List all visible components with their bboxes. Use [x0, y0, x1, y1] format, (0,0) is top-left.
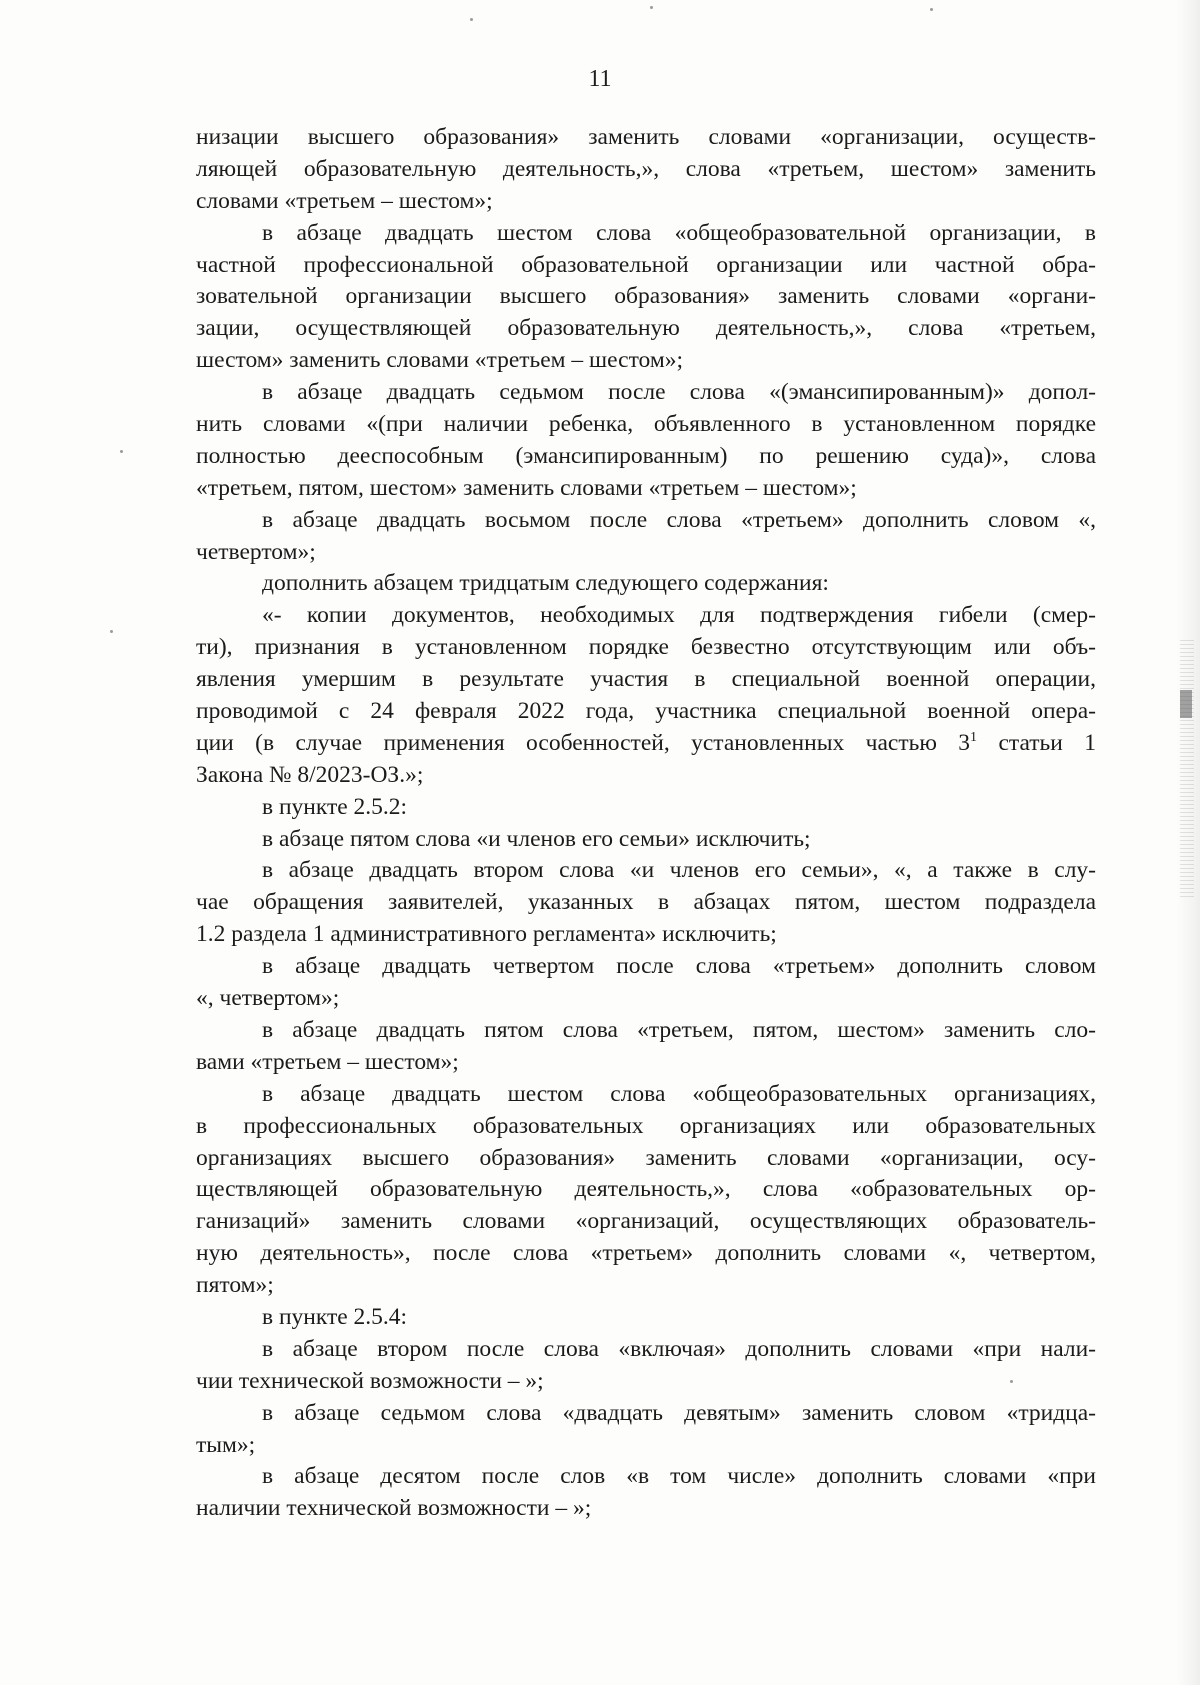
text-line [196, 568, 1096, 600]
text-line [196, 377, 1096, 409]
text-line [196, 505, 1096, 537]
text-line-content: частной профессиональной образовательной организации или частной обра- [196, 251, 1096, 278]
text-line-content: словами «третьем – шестом»; [196, 187, 493, 214]
text-line-content: нить словами «(при наличии ребенка, объявленного в установленном порядке [196, 411, 1096, 438]
text-line-content: зовательной организации высшего образования» заменить словами «органи- [196, 283, 1096, 310]
text-line [196, 1238, 1096, 1270]
text-line [196, 1366, 1096, 1398]
text-line-content: ганизаций» заменить словами «организаций, осуществляющих образователь- [196, 1208, 1096, 1235]
text-line-content: в абзаце двадцать седьмом после слова «(эмансипированным)» допол- [262, 379, 1096, 406]
text-line [196, 218, 1096, 250]
document-body [196, 122, 1096, 1525]
text-line [196, 1015, 1096, 1047]
text-line-content: ляющей образовательную деятельность,», слова «третьем, шестом» заменить [196, 155, 1096, 182]
text-line [196, 1398, 1096, 1430]
superscript: 1 [970, 730, 978, 746]
text-line [196, 1430, 1096, 1462]
text-line-content: в абзаце двадцать шестом слова «общеобразовательных организациях, [262, 1080, 1096, 1107]
text-line-content: низации высшего образования» заменить словами «организации, осуществ- [196, 124, 1096, 150]
text-line-content: в пункте 2.5.4: [262, 1303, 408, 1330]
text-line-content: вами «третьем – шестом»; [196, 1048, 459, 1075]
scan-speck [650, 6, 653, 9]
page-number: 11 [588, 66, 612, 92]
text-line [196, 1047, 1096, 1079]
text-line [196, 1174, 1096, 1206]
text-line [196, 1461, 1096, 1493]
text-line-content: в абзаце десятом после слов «в том числе» дополнить словами «при [262, 1463, 1096, 1490]
text-line-content: в абзаце втором после слова «включая» дополнить словами «при нали- [262, 1335, 1096, 1362]
text-line [196, 1334, 1096, 1366]
text-line [196, 887, 1096, 919]
text-line [196, 186, 1096, 218]
text-line [196, 441, 1096, 473]
text-line-content: в абзаце двадцать втором слова «и членов его семьи», «, а также в слу- [262, 857, 1096, 884]
text-line-content: в профессиональных образовательных организациях или образовательных [196, 1112, 1096, 1139]
text-line-content: ти), признания в установленном порядке безвестно отсутствующим или объ- [196, 634, 1096, 661]
text-line-content: «третьем, пятом, шестом» заменить словами «третьем – шестом»; [196, 474, 857, 501]
scan-speck [1010, 1380, 1013, 1383]
text-line-content: в абзаце двадцать четвертом после слова «третьем» дополнить словом [262, 953, 1096, 980]
text-line [196, 760, 1096, 792]
text-line-content: полностью дееспособным (эмансипированным) по решению суда)», слова [196, 442, 1096, 469]
text-line [196, 1493, 1096, 1525]
text-line [196, 696, 1096, 728]
text-line [196, 919, 1096, 951]
text-line-content: ции (в случае применения особенностей, установленных частью 3 [196, 729, 971, 756]
scan-speck [470, 18, 473, 21]
text-line [196, 824, 1096, 856]
text-line-content: явления умершим в результате участия в специальной военной операции, [196, 666, 1096, 693]
text-line-content: шестом» заменить словами «третьем – шестом»; [196, 347, 684, 374]
text-line-content: в абзаце двадцать восьмом после слова «третьем» дополнить словом «, [262, 506, 1096, 533]
text-line-content: наличии технической возможности – »; [196, 1495, 592, 1522]
text-line [196, 1270, 1096, 1302]
text-line-content: тым»; [196, 1431, 256, 1458]
text-line-content: чии технической возможности – »; [196, 1367, 544, 1394]
text-line [196, 473, 1096, 505]
scan-blot [1180, 690, 1192, 718]
text-line [196, 154, 1096, 186]
text-line [196, 600, 1096, 632]
text-line [196, 250, 1096, 282]
text-line-content: ную деятельность», после слова «третьем» дополнить словами «, четвертом, [196, 1240, 1096, 1267]
text-line [196, 951, 1096, 983]
text-line [196, 281, 1096, 313]
text-line-content: в пункте 2.5.2: [262, 793, 408, 820]
text-line [196, 632, 1096, 664]
text-line-content: Закона № 8/2023-ОЗ.»; [196, 761, 424, 788]
text-line [196, 1079, 1096, 1111]
text-line [196, 1206, 1096, 1238]
text-line-content: проводимой с 24 февраля 2022 года, участника специальной военной опера- [196, 698, 1096, 725]
text-line-content: в абзаце пятом слова «и членов его семьи» исключить; [262, 825, 811, 852]
text-line [196, 983, 1096, 1015]
text-line-content: «, четвертом»; [196, 985, 340, 1012]
text-line-content: в абзаце седьмом слова «двадцать девятым» заменить словом «тридца- [262, 1399, 1096, 1426]
text-line [196, 122, 1096, 154]
text-line-continuation: статьи 1 [977, 729, 1096, 756]
text-line [196, 313, 1096, 345]
text-line-content: пятом»; [196, 1272, 274, 1299]
scan-speck [930, 8, 933, 11]
text-line-content: чае обращения заявителей, указанных в абзацах пятом, шестом подраздела [196, 889, 1096, 916]
text-line-content: четвертом»; [196, 538, 316, 565]
text-line-content: организациях высшего образования» заменить словами «организации, осу- [196, 1144, 1096, 1171]
text-line [196, 409, 1096, 441]
text-line [196, 728, 1096, 760]
text-line-content: зации, осуществляющей образовательную деятельность,», слова «третьем, [196, 315, 1096, 342]
scan-noise [1180, 640, 1194, 900]
text-line-content: «- копии документов, необходимых для подтверждения гибели (смер- [262, 602, 1096, 629]
text-line-content: дополнить абзацем тридцатым следующего содержания: [262, 570, 829, 597]
text-line-content: в абзаце двадцать шестом слова «общеобразовательной организации, в [262, 219, 1096, 246]
text-line [196, 345, 1096, 377]
text-line [196, 1143, 1096, 1175]
text-line [196, 792, 1096, 824]
text-line-content: в абзаце двадцать пятом слова «третьем, пятом, шестом» заменить сло- [262, 1016, 1096, 1043]
text-line-content: 1.2 раздела 1 административного регламента» исключить; [196, 921, 777, 948]
text-line [196, 664, 1096, 696]
text-line [196, 537, 1096, 569]
scan-speck [110, 630, 113, 633]
text-line [196, 1111, 1096, 1143]
scan-speck [120, 450, 123, 453]
text-line-content: ществляющей образовательную деятельность,», слова «образовательных ор- [196, 1176, 1096, 1203]
text-line [196, 855, 1096, 887]
text-line [196, 1302, 1096, 1334]
